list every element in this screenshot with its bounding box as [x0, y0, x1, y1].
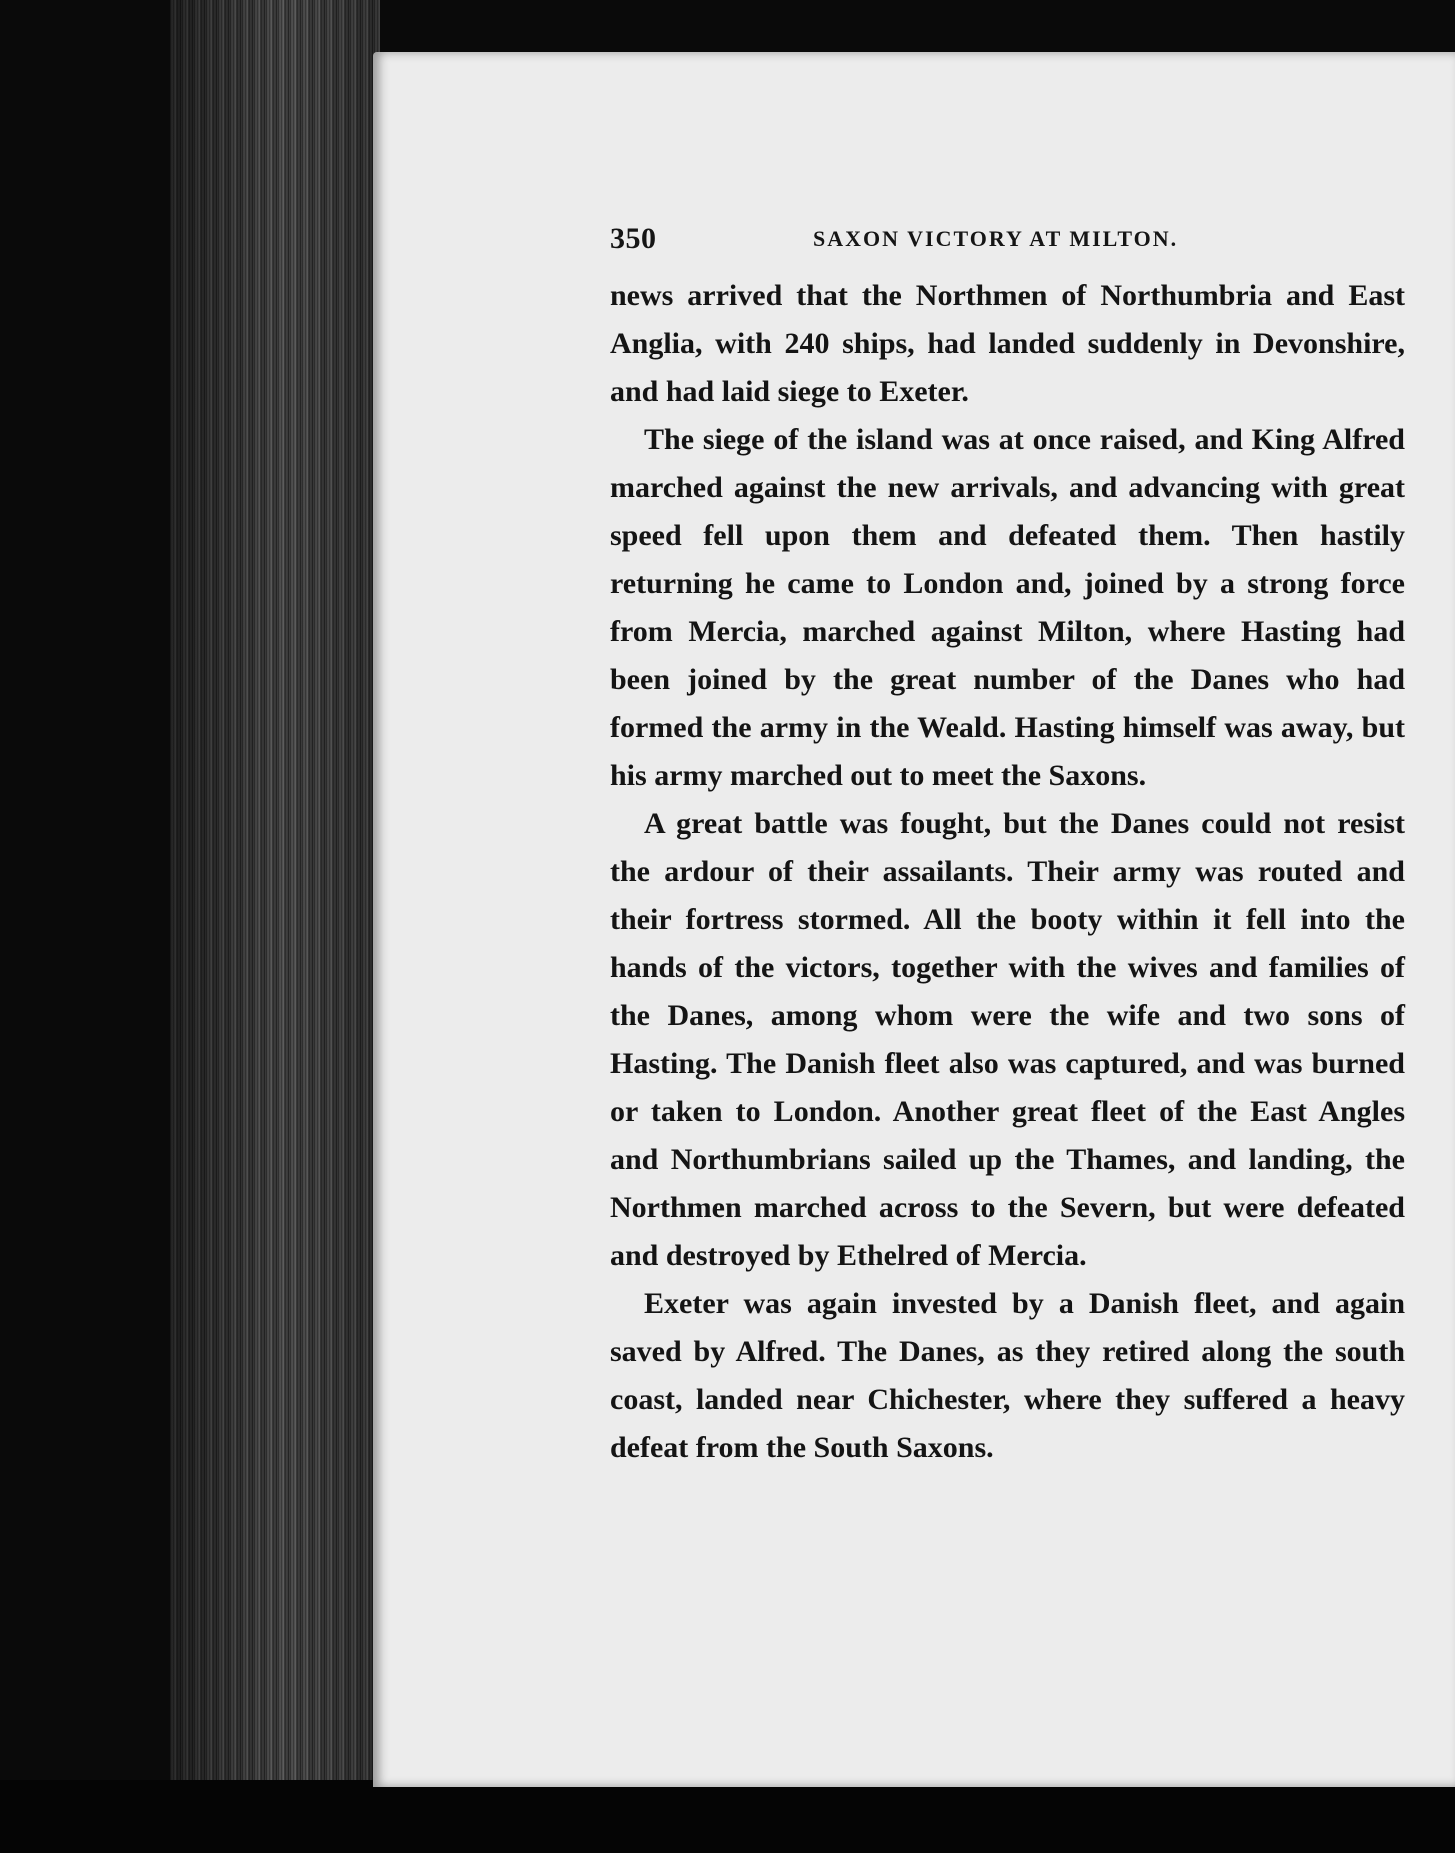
- page-number: 350: [610, 222, 657, 255]
- paragraph: A great battle was fought, but the Danes could not resist the ardour of their assailants. Their army was routed and their fortress stormed. All the booty within it fell into the hands of the victors, together with the wives and families of the Danes, among whom were the wife and two sons of Hasting. The Danish fleet also was captured, and was burned or taken to London. Another great fleet of the East Angles and Northumbrians sailed up the Thames, and landing, the Northmen marched across to the Severn, but were defeated and destroyed by Ethelred of Mercia.: [610, 807, 1405, 1272]
- running-head: [610, 222, 1210, 262]
- scan-bottom-edge: [0, 1780, 1455, 1853]
- book-page: [373, 52, 1455, 1787]
- paragraph: Exeter was again invested by a Danish fleet, and again saved by Alfred. The Danes, as they retired along the south coast, landed near Chichester, where they suffered a heavy defeat from the South Saxons.: [610, 1287, 1405, 1464]
- fore-edge-shadow: [170, 0, 380, 1853]
- body-text: [610, 272, 1405, 1472]
- paragraph: The siege of the island was at once raised, and King Alfred marched against the new arrivals, and advancing with great speed fell upon them and defeated them. Then hastily returning he came to London and, joined by a strong force from Mercia, marched against Milton, where Hasting had been joined by the great number of the Danes who had formed the army in the Weald. Hasting himself was away, but his army marched out to meet the Saxons.: [610, 423, 1405, 792]
- paragraph-continuation: news arrived that the Northmen of Northumbria and East Anglia, with 240 ships, had landed suddenly in Devonshire, and had laid siege to Exeter.: [610, 279, 1405, 408]
- running-title: SAXON VICTORY AT MILTON.: [813, 226, 1179, 251]
